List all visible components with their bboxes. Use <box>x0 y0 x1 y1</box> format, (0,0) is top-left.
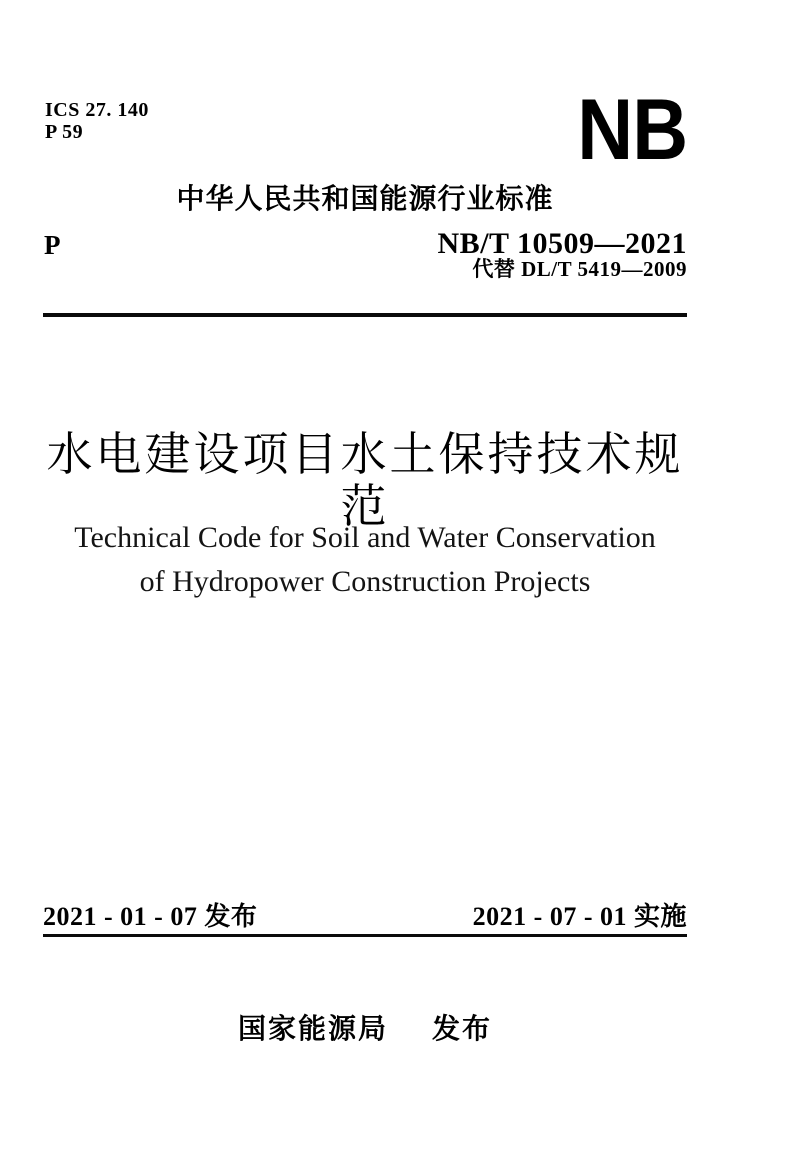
implement-date: 2021 - 07 - 01 实施 <box>472 902 687 931</box>
top-rule-divider <box>43 313 687 317</box>
ics-code: ICS 27. 140 <box>45 99 149 121</box>
standard-number: NB/T 10509—2021 <box>437 227 687 260</box>
ics-block <box>45 99 149 143</box>
publish-action-label: 发布 <box>432 1013 493 1044</box>
dates-row <box>43 902 687 932</box>
publisher-row <box>43 1014 687 1044</box>
doc-class-code: P 59 <box>45 121 84 143</box>
nb-logo: NB <box>577 82 687 178</box>
publisher-name: 国家能源局 <box>237 1013 388 1044</box>
title-chinese: 水电建设项目水土保持技术规范 <box>46 429 684 532</box>
title-english <box>43 516 687 604</box>
replaces-note: 代替 DL/T 5419—2009 <box>472 257 687 281</box>
issue-date: 2021 - 01 - 07 发布 <box>43 902 258 931</box>
bottom-rule-divider <box>43 934 687 937</box>
title-english-line1: Technical Code for Soil and Water Conservation <box>74 521 656 554</box>
p-index-label: P <box>44 230 61 260</box>
standard-type-heading: 中华人民共和国能源行业标准 <box>176 183 554 214</box>
title-english-line2: of Hydropower Construction Projects <box>139 565 591 598</box>
